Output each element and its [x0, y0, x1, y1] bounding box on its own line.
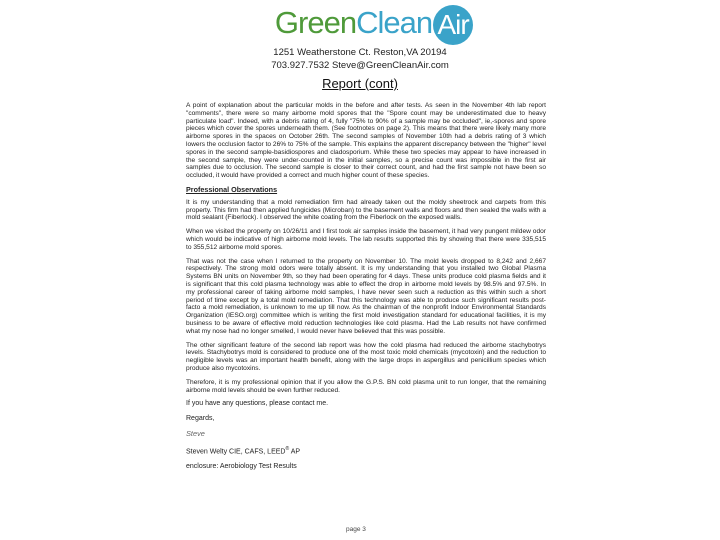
regards-line: Regards,	[186, 415, 215, 423]
contact-line: If you have any questions, please contact me.	[186, 400, 329, 408]
enclosure-line: enclosure: Aerobiology Test Results	[186, 462, 297, 470]
observation-paragraph: That was not the case when I returned to the property on November 10. The mold levels dropped to 8,242 and 2,667 respectively. The strong mold odors were totally absent. It is my understanding that you installed two Global Plasma Systems BN units on November 9th, so they had been operating for 4 days. These units produce cold plasma fields and it is significant that this cold plasma technology was able to effect the drop in airborne mold levels by 98.5% and 97.5%. In my professional career of taking airborne mold samples, I have never seen such a reduction as this within such a short period of time except by a total mold remediation. That this technology was able to produce such significant results post-facto a mold remediation, is unknown to me up till now. As the chairman of the nonprofit Indoor Environmental Standards Organization (IESO.org) committee which is writing the first mold investigation standard for educational facilities, it is my business to be aware of effective mold reduction technologies like cold plasma. Had the Lab results not have confirmed what my nose had no longer smelled, I would never have believed that this was possible.	[186, 257, 546, 335]
address-line-2: 703.927.7532 Steve@GreenCleanAir.com	[271, 60, 449, 71]
observation-paragraph: When we visited the property on 10/26/11 and I first took air samples inside the basement, it had very pungent mildew odor which would be indicative of high airborne mold levels. The lab results supported this by showing that there were 335,515 to 355,512 airborne mold spores.	[186, 228, 546, 251]
observation-paragraph: Therefore, it is my professional opinion that if you allow the G.P.S. BN cold plasma unit to run longer, that the remaining airborne mold levels should be even further reduced.	[186, 378, 546, 394]
logo-air-circle: Air	[433, 5, 473, 45]
report-title: Report (cont)	[322, 76, 398, 91]
page-number: page 3	[346, 526, 366, 533]
registered-mark: ®	[285, 445, 290, 452]
signer-name-suffix: AP	[289, 448, 301, 456]
signer-name-text: Steven Welty CIE, CAFS, LEED	[186, 448, 286, 456]
address-line-1: 1251 Weatherstone Ct. Reston,VA 20194	[273, 47, 447, 58]
observation-paragraph: It is my understanding that a mold remediation firm had already taken out the moldy sheetrock and carpets from this property. This firm had then applied fungicides (Microban) to the basement walls and floors and then sealed the walls with a mold sealant (Fiberlock). I observed the white coating from the Fiberlock on the exposed walls.	[186, 198, 546, 222]
logo-clean-text: Clean	[356, 5, 433, 41]
greencleanair-logo	[274, 4, 474, 46]
logo-green-text: Green	[274, 5, 357, 41]
section-heading: Professional Observations	[186, 184, 278, 194]
report-body	[186, 102, 546, 478]
signer-name	[186, 446, 546, 456]
signature: Steve	[186, 428, 205, 438]
observation-paragraph: The other significant feature of the second lab report was how the cold plasma had reduced the airborne stachybotrys levels. Stachybotrys mold is considered to produce one of the most toxic mold chemicals (mycotoxin) and the reduction to negligible levels was an important health benefit, along with the large drops in aspergillus and penicillium species which produce also mycotoxins.	[186, 341, 546, 372]
explanation-paragraph: A point of explanation about the particular molds in the before and after tests. As seen in the November 4th lab report "comments", there were so many airborne mold spores that the "Spore count may be underestimated due to heavy particulate load". Indeed, with a debris rating of 4, fully "75% to 90% of a sample may be occluded", ie,-spores and spore pieces which cover the spores underneath them. (See footnotes on page 2). This means that there were likely many more airborne spores in the spaces on October 26th. The second samples of November 10th had a debris rating of 3 which lowers the occlusion factor to 26% to 75% of the sample. This explains the apparent discrepancy between the "higher" level spores in the second sample-basidiospores and cladosporium. While these two species may appear to have increased in the second sample, they were under-counted in the initial samples, so a precise count was impossible in the first air samples due to occlusion. The second sample is closer to their correct count, and had the first sample not have been so occluded, it would have provided a correct and much higher count of these species.	[186, 102, 546, 180]
